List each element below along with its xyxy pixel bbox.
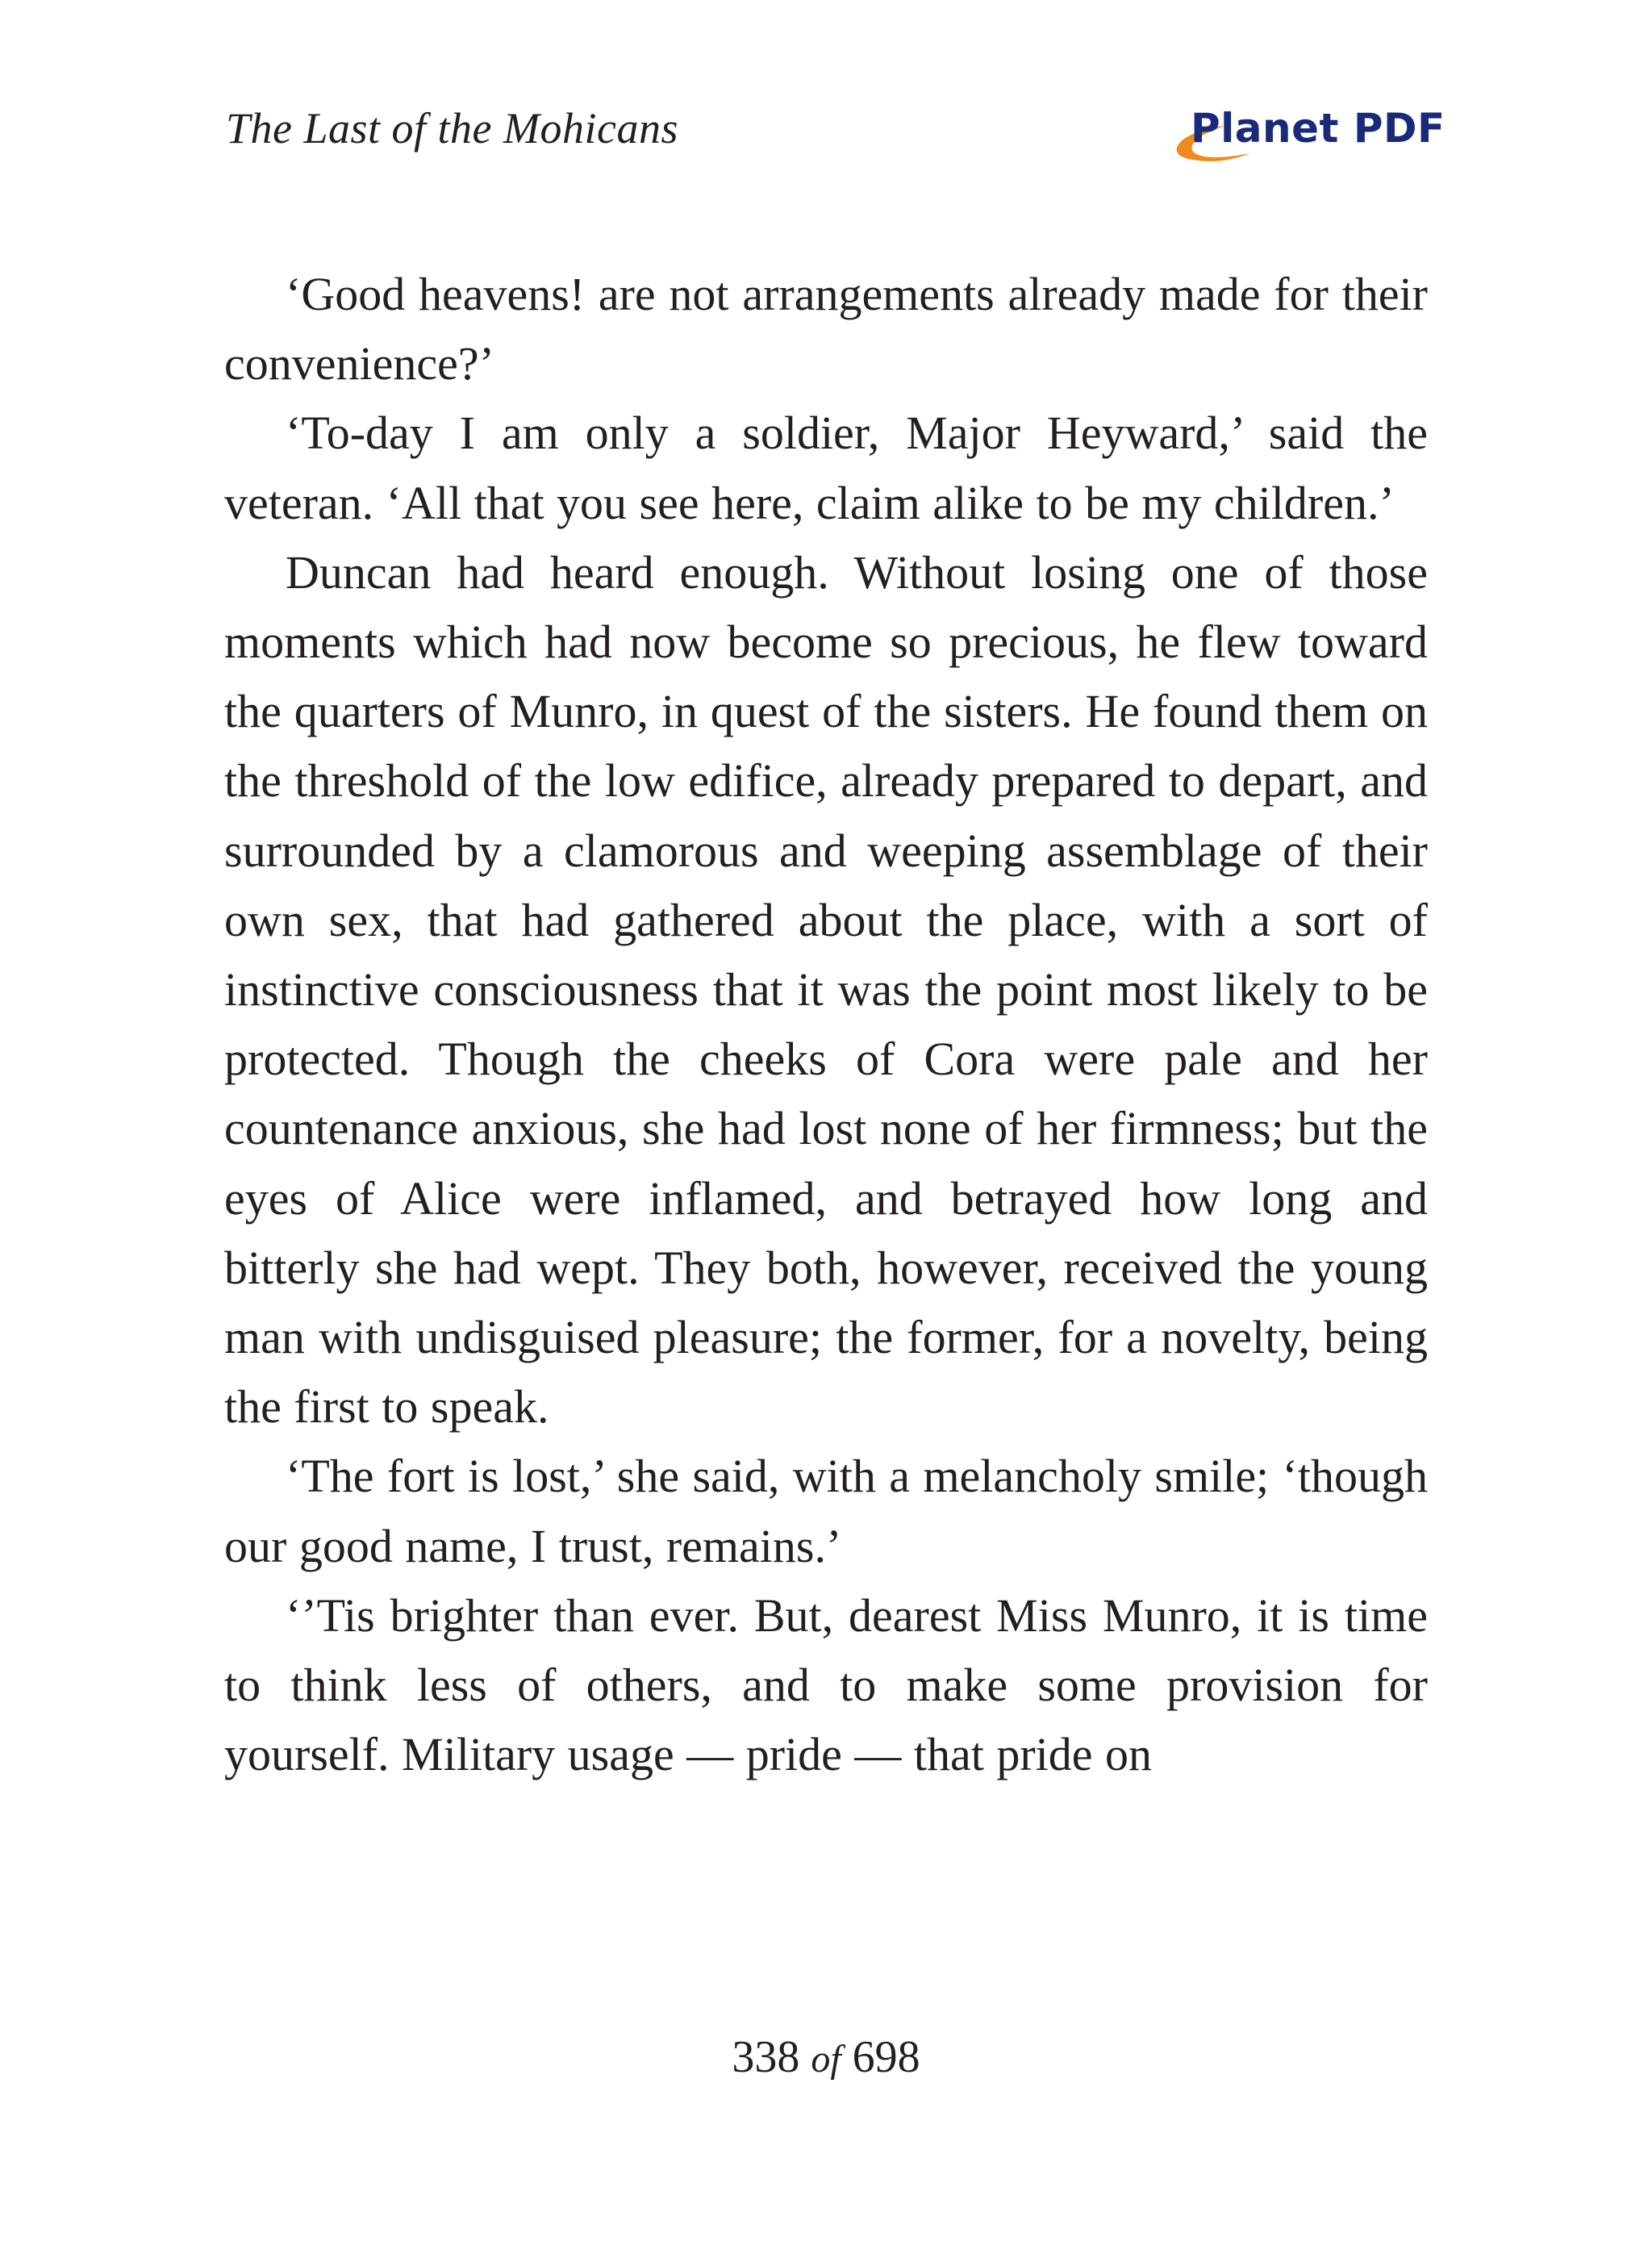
current-page: 338: [732, 2032, 800, 2082]
planet-pdf-logo[interactable]: [1162, 97, 1446, 169]
paragraph: ‘The fort is lost,’ she said, with a melancholy smile; ‘though our good name, I trust, remains.’: [224, 1450, 1428, 1572]
of-label: of: [811, 2038, 841, 2081]
body-text: [224, 260, 1428, 1789]
logo-text: Planet PDF: [1191, 105, 1446, 152]
paragraph: ‘To-day I am only a soldier, Major Heyward,’ said the veteran. ‘All that you see here, claim alike to be my children.’: [224, 407, 1428, 529]
book-title: The Last of the Mohicans: [226, 104, 678, 152]
paragraph: ‘’Tis brighter than ever. But, dearest Miss Munro, it is time to think less of others, and to make some provision for yourself. Military usage — pride — that pride on: [224, 1588, 1428, 1781]
page-number: [0, 2031, 1652, 2083]
paragraph: ‘Good heavens! are not arrangements already made for their convenience?’: [224, 268, 1428, 390]
total-pages: 698: [852, 2032, 920, 2082]
page-header: [0, 0, 1652, 194]
paragraph: Duncan had heard enough. Without losing one of those moments which had now become so precious, he flew toward the quarters of Munro, in quest of the sisters. He found them on the threshold of the low edifice, already prepared to depart, and surrounded by a clamorous and weeping assemblage of their own sex, that had gathered about the place, with a sort of instinctive consciousness that it was the point most likely to be protected. Though the cheeks of Cora were pale and her countenance anxious, she had lost none of her firmness; but the eyes of Alice were inflamed, and betrayed how long and bitterly she had wept. They both, however, received the young man with undisguised pleasure; the former, for a novelty, being the first to speak.: [224, 545, 1428, 1434]
